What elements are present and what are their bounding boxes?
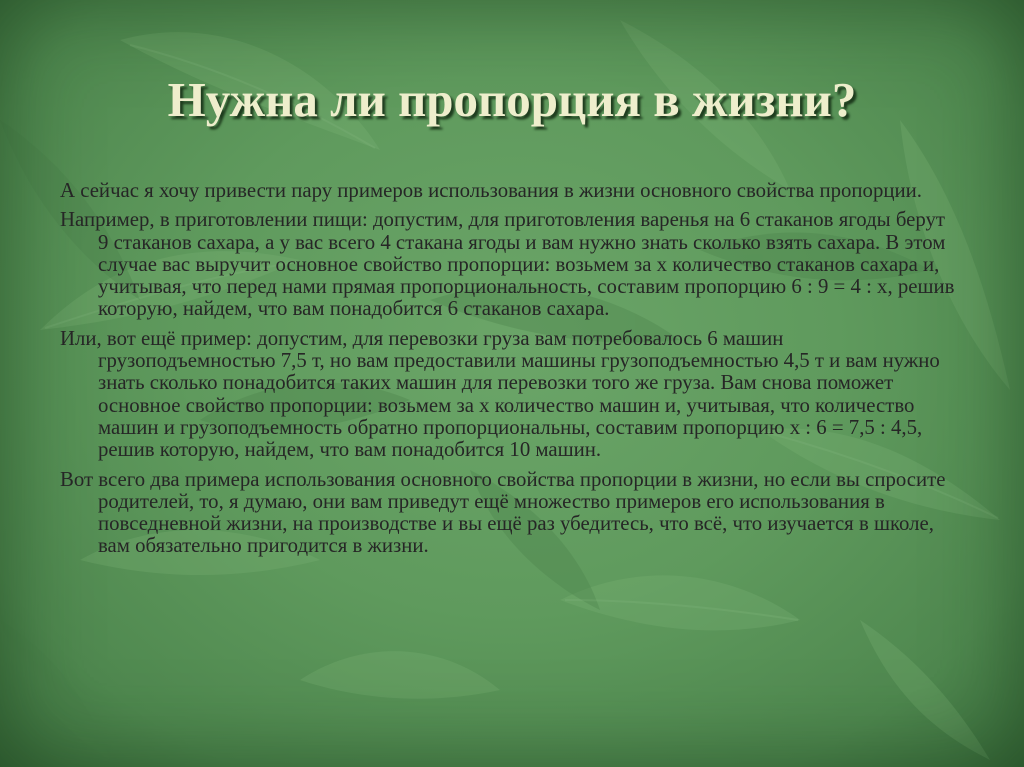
slide-title: Нужна ли пропорция в жизни? xyxy=(167,72,857,127)
paragraph-intro: А сейчас я хочу привести пару примеров использования в жизни основного свойства пропорции. xyxy=(60,179,922,202)
paragraph-conclusion: Вот всего два примера использования основного свойства пропорции в жизни, но если вы спросите родителей, то, я думаю, они вам приведут ещё множество примеров его использования в повседневной жизни, на производстве и вы ещё раз убедитесь, что всё, что изучается в школе, вам обязательно пригодится в жизни. xyxy=(60,467,946,558)
paragraph-example-cooking: Например, в приготовлении пищи: допустим, для приготовления варенья на 6 стаканов ягоды берут 9 стаканов сахара, а у вас всего 4 стакана ягоды и вам нужно знать сколько взять сахара. В этом случае вас выручит основное свойство пропорции: возьмем за х количество стаканов сахара и, учитывая, что перед нами прямая пропорциональность, составим пропорцию 6 : 9 = 4 : х, решив которую, найдем, что вам понадобится 6 стаканов сахара. xyxy=(60,208,955,321)
paragraph-example-trucks: Или, вот ещё пример: допустим, для перевозки груза вам потребовалось 6 машин грузоподъемностью 7,5 т, но вам предоставили машины грузоподъемностью 4,5 т и вам нужно знать сколько понадобится таких машин для перевозки того же груза. Вам снова поможет основное свойство пропорции: возьмем за х количество машин и, учитывая, что количество машин и грузоподъемность обратно пропорциональны, составим пропорцию х : 6 = 7,5 : 4,5, решив которую, найдем, что вам понадобится 10 машин. xyxy=(60,326,940,462)
slide-body xyxy=(60,180,960,565)
